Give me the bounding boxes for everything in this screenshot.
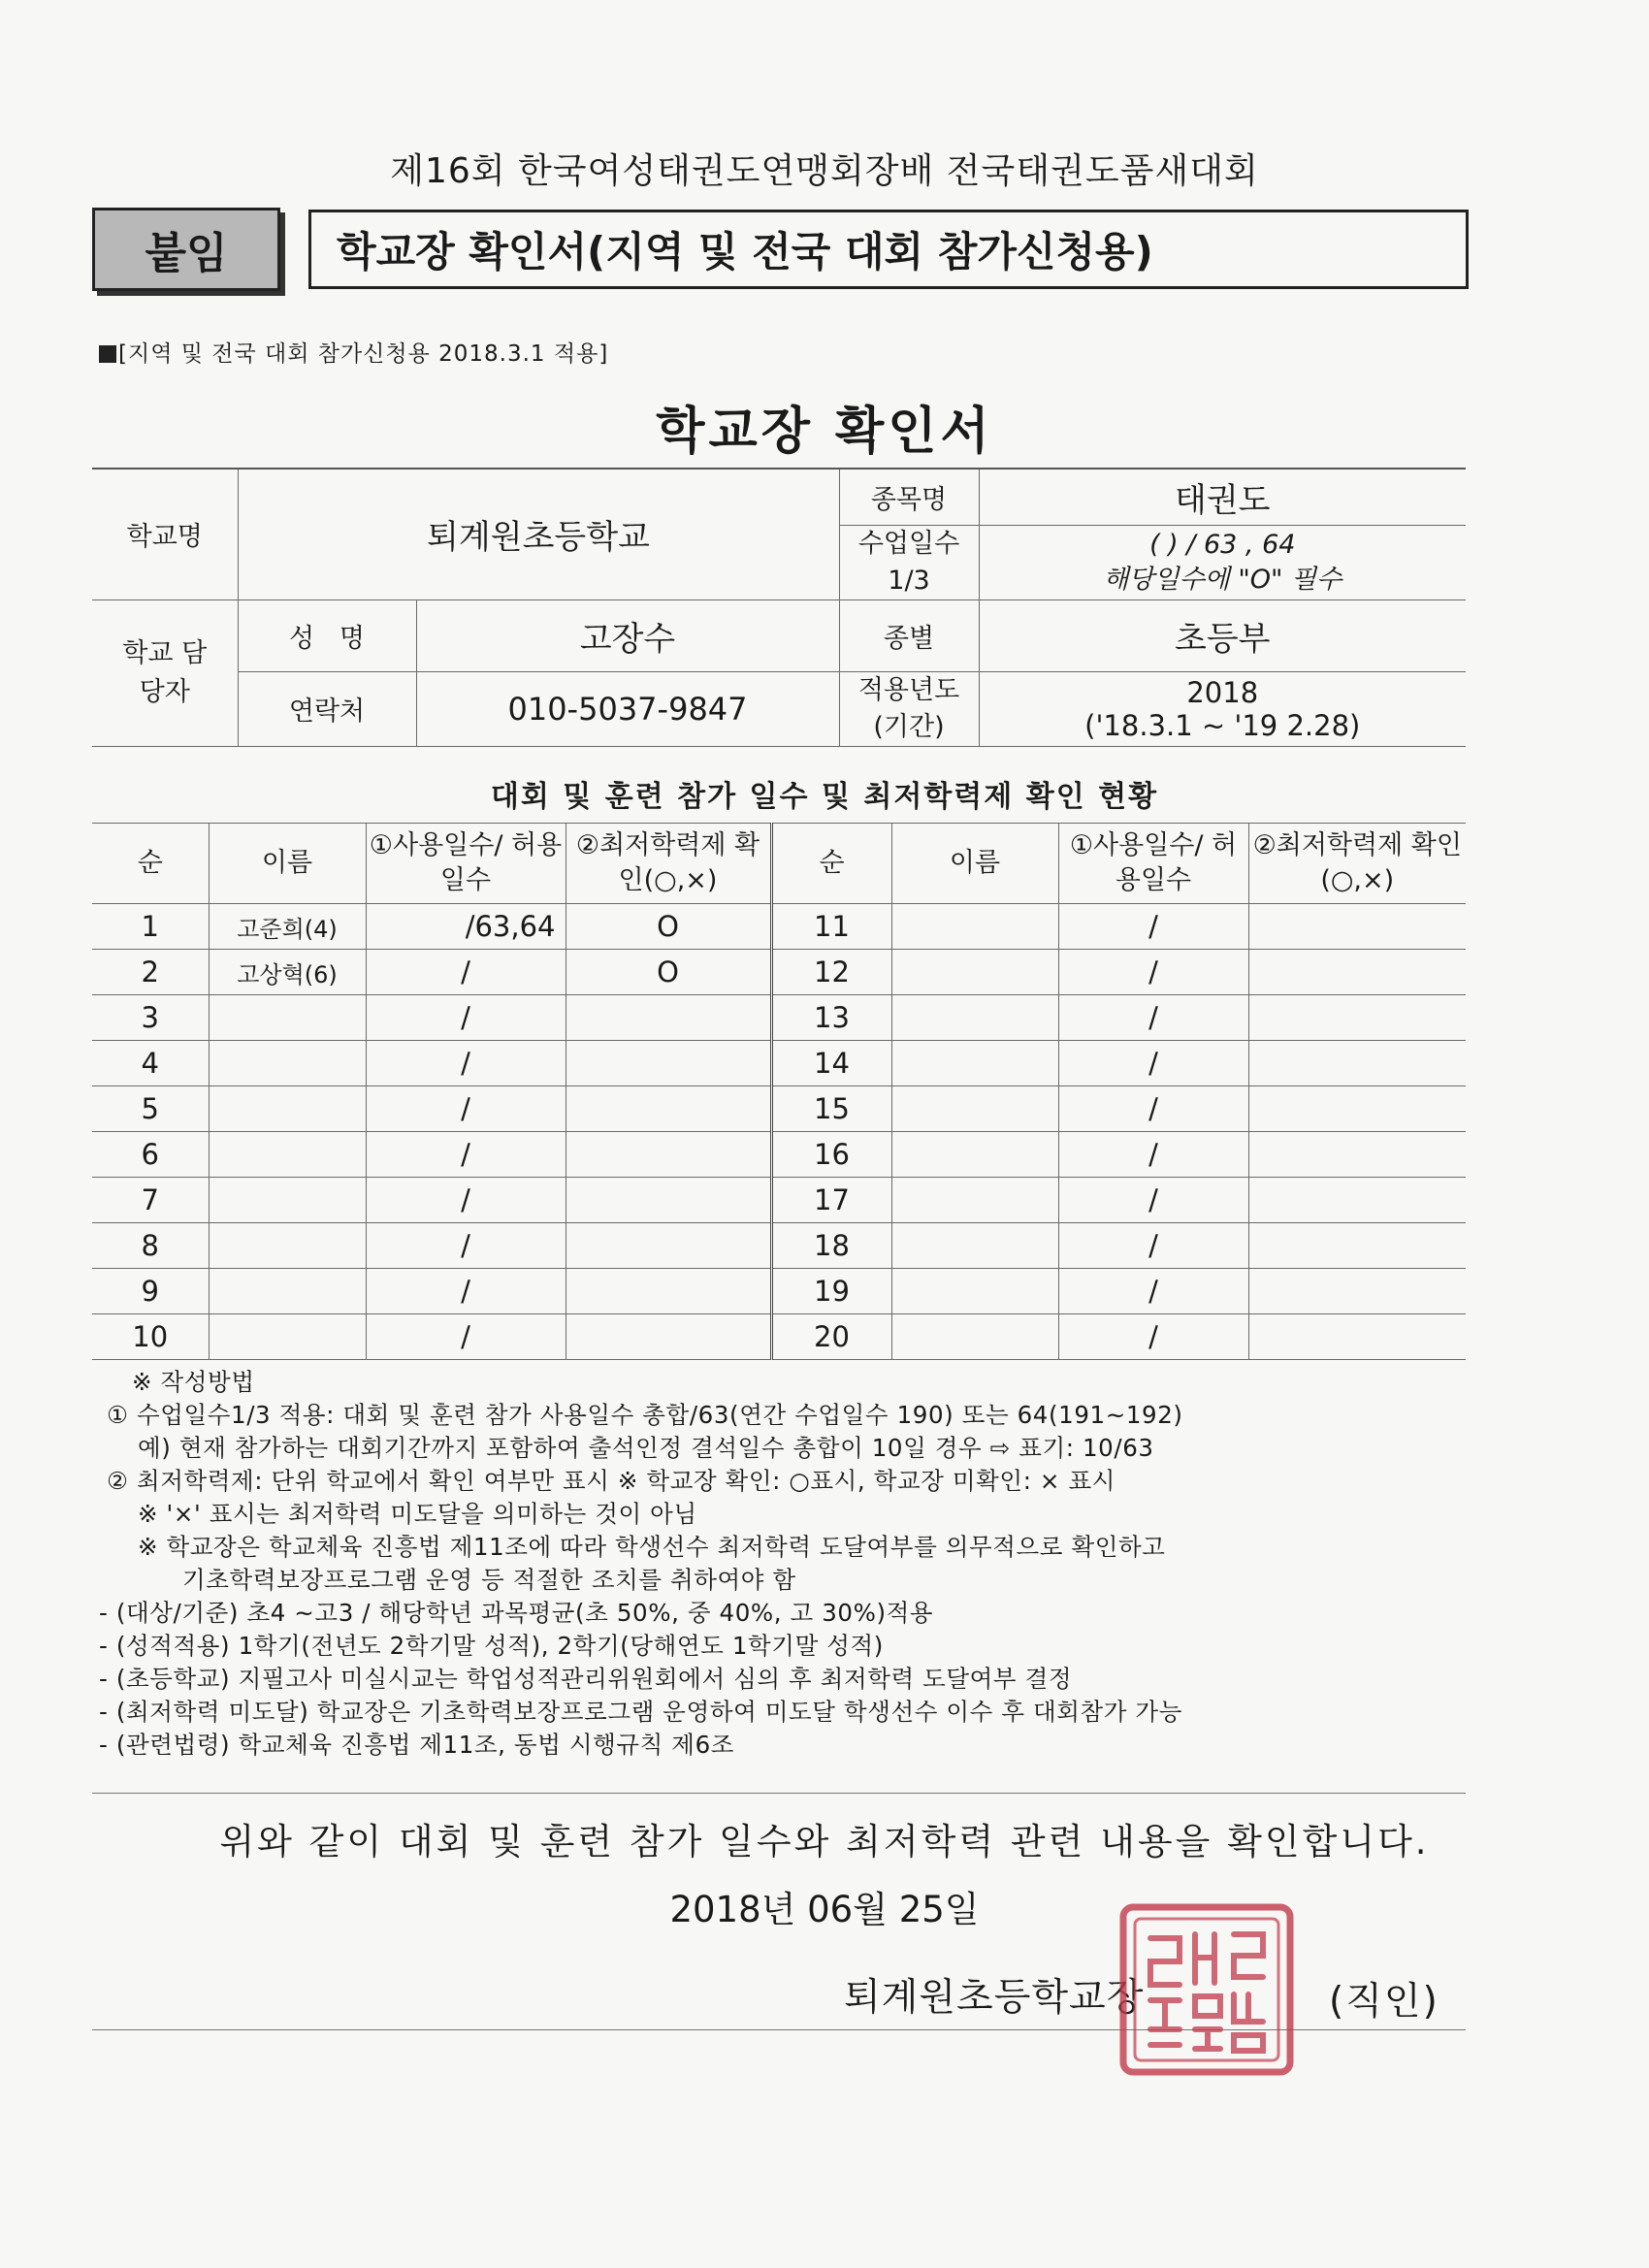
row-check: O	[566, 904, 771, 950]
divider	[92, 1793, 1466, 1794]
row-name	[209, 1086, 366, 1132]
info-table	[92, 468, 1466, 747]
note-line-3: ② 최저학력제: 단위 학교에서 확인 여부만 표시 ※ 학교장 확인: ○표시, 학교장 미확인: × 표시	[107, 1467, 1116, 1495]
class-days-label: 수업일수 1/3	[839, 525, 979, 599]
note-line-4: ※ '×' 표시는 최저학력 미도달을 의미하는 것이 아님	[138, 1500, 697, 1528]
table-row	[92, 1269, 1466, 1314]
seal-mark: (직인)	[1329, 1980, 1439, 2024]
document-title: 학교장 확인서(지역 및 전국 대회 참가신청용)	[308, 210, 1469, 289]
table-row	[92, 1223, 1466, 1269]
row-check	[1248, 1269, 1466, 1314]
row-name	[891, 1086, 1058, 1132]
row-days: /	[1058, 950, 1248, 995]
row-no: 14	[771, 1041, 891, 1086]
row-days: /	[366, 1269, 566, 1314]
school-label: 학교명	[92, 469, 238, 599]
row-days: /	[366, 1178, 566, 1223]
row-check	[1248, 1041, 1466, 1086]
row-days: /	[1058, 904, 1248, 950]
row-check	[566, 1314, 771, 1360]
row-days: /	[1058, 1086, 1248, 1132]
class-days-note: 해당일수에 "O" 필수	[1103, 564, 1342, 595]
row-name	[209, 1132, 366, 1178]
table-row	[92, 1132, 1466, 1178]
row-no: 17	[771, 1178, 891, 1223]
row-check	[1248, 1132, 1466, 1178]
row-check	[1248, 1223, 1466, 1269]
row-days: /	[1058, 1178, 1248, 1223]
row-days: /	[1058, 1041, 1248, 1086]
col-name-right: 이름	[891, 824, 1058, 904]
school-seal-stamp	[1116, 1899, 1298, 2080]
contact-value: 010-5037-9847	[416, 671, 839, 746]
notes-title: ※ 작성방법	[132, 1368, 255, 1396]
row-check: O	[566, 950, 771, 995]
table-row	[92, 904, 1466, 950]
col-no-right: 순	[771, 824, 891, 904]
square-bullet-icon	[99, 345, 116, 363]
row-check	[1248, 995, 1466, 1041]
year-cell	[979, 671, 1466, 746]
apply-note	[99, 336, 608, 368]
row-days: /	[1058, 1223, 1248, 1269]
row-check	[1248, 1178, 1466, 1223]
row-days: /	[1058, 1132, 1248, 1178]
col-check-left: ②최저학력제 확인(○,×)	[566, 824, 771, 904]
attachment-tag: 붙임	[92, 208, 280, 291]
row-name	[209, 1223, 366, 1269]
row-no: 10	[92, 1314, 209, 1360]
row-no: 11	[771, 904, 891, 950]
apply-note-text: [지역 및 전국 대회 참가신청용 2018.3.1 적용]	[118, 341, 609, 367]
row-no: 13	[771, 995, 891, 1041]
row-check	[1248, 1086, 1466, 1132]
row-check	[566, 1178, 771, 1223]
row-check	[566, 1132, 771, 1178]
row-no: 1	[92, 904, 209, 950]
row-check	[1248, 904, 1466, 950]
notes-section	[99, 1366, 1484, 1762]
row-no: 18	[771, 1223, 891, 1269]
note-line-5: ※ 학교장은 학교체육 진흥법 제11조에 따라 학생선수 최저학력 도달여부를 의무적으로 확인하고	[138, 1533, 1166, 1561]
note-line-2: 예) 현재 참가하는 대회기간까지 포함하여 출석인정 결석일수 총합이 10일 경우 ⇨ 표기: 10/63	[138, 1434, 1154, 1462]
sport-label: 종목명	[839, 469, 979, 525]
col-days-left: ①사용일수/ 허용일수	[366, 824, 566, 904]
row-no: 12	[771, 950, 891, 995]
row-check	[566, 995, 771, 1041]
note-line-7: - (대상/기준) 초4 ~고3 / 해당학년 과목평균(초 50%, 중 40%, 고 30%)적용	[99, 1599, 934, 1627]
row-name	[209, 1041, 366, 1086]
row-no: 15	[771, 1086, 891, 1132]
table-row	[92, 950, 1466, 995]
row-days: /	[1058, 1269, 1248, 1314]
row-name	[209, 1178, 366, 1223]
table-row	[92, 1041, 1466, 1086]
row-no: 6	[92, 1132, 209, 1178]
row-name	[891, 950, 1058, 995]
note-line-8: - (성적적용) 1학기(전년도 2학기말 성적), 2학기(당해연도 1학기말 성적)	[99, 1632, 884, 1660]
sport-value: 태권도	[979, 469, 1466, 525]
row-name: 고준희(4)	[209, 904, 366, 950]
col-no-left: 순	[92, 824, 209, 904]
class-days-cell	[979, 525, 1466, 599]
row-no: 9	[92, 1269, 209, 1314]
row-name	[891, 1223, 1058, 1269]
year-value: 2018	[1186, 675, 1259, 709]
name-label: 성 명	[238, 599, 416, 671]
main-title: 학교장 확인서	[656, 403, 993, 461]
row-days: /	[366, 1314, 566, 1360]
period-value: ('18.3.1 ~ '19 2.28)	[1084, 708, 1361, 742]
confirm-text: 위와 같이 대회 및 훈련 참가 일수와 최저학력 관련 내용을 확인합니다.	[219, 1821, 1430, 1863]
row-name	[209, 1269, 366, 1314]
staff-name: 고장수	[416, 599, 839, 671]
row-days: /	[1058, 995, 1248, 1041]
row-no: 3	[92, 995, 209, 1041]
row-check	[1248, 950, 1466, 995]
row-no: 16	[771, 1132, 891, 1178]
row-no: 8	[92, 1223, 209, 1269]
row-name	[891, 1178, 1058, 1223]
row-name	[891, 1132, 1058, 1178]
row-days: /	[366, 1132, 566, 1178]
table-row	[92, 1314, 1466, 1360]
row-days: /	[366, 1086, 566, 1132]
row-no: 4	[92, 1041, 209, 1086]
row-name	[891, 904, 1058, 950]
row-no: 20	[771, 1314, 891, 1360]
note-line-10: - (최저학력 미도달) 학교장은 기초학력보장프로그램 운영하여 미도달 학생선수 이수 후 대회참가 가능	[99, 1698, 1182, 1726]
attendance-body	[92, 904, 1466, 1360]
note-line-11: - (관련법령) 학교체육 진흥법 제11조, 동법 시행규칙 제6조	[99, 1731, 735, 1759]
row-check	[566, 1269, 771, 1314]
row-name	[891, 1314, 1058, 1360]
row-check	[1248, 1314, 1466, 1360]
confirm-date: 2018년 06월 25일	[669, 1889, 980, 1930]
contact-label: 연락처	[238, 671, 416, 746]
row-no: 19	[771, 1269, 891, 1314]
attendance-heading: 대회 및 훈련 참가 일수 및 최저학력제 확인 현황	[490, 780, 1159, 814]
row-days: /	[366, 1223, 566, 1269]
row-name	[891, 1269, 1058, 1314]
col-check-right: ②최저학력제 확인(○,×)	[1248, 824, 1466, 904]
row-no: 5	[92, 1086, 209, 1132]
note-line-9: - (초등학교) 지필고사 미실시교는 학업성적관리위원회에서 심의 후 최저학력 도달여부 결정	[99, 1665, 1073, 1693]
note-line-6: 기초학력보장프로그램 운영 등 적절한 조치를 취하여야 함	[182, 1566, 796, 1594]
row-check	[566, 1223, 771, 1269]
staff-label: 학교 담당자	[92, 599, 238, 746]
row-days: /63,64	[366, 904, 566, 950]
year-label: 적용년도 (기간)	[839, 671, 979, 746]
principal-name: 퇴계원초등학교장	[844, 1976, 1145, 2020]
row-days: /	[366, 995, 566, 1041]
table-row	[92, 995, 1466, 1041]
row-name: 고상혁(6)	[209, 950, 366, 995]
attendance-header-row	[92, 824, 1466, 904]
note-line-1: ① 수업일수1/3 적용: 대회 및 훈련 참가 사용일수 총합/63(연간 수업일수 190) 또는 64(191~192)	[107, 1401, 1183, 1429]
attendance-table	[92, 823, 1466, 1360]
col-days-right: ①사용일수/ 허용일수	[1058, 824, 1248, 904]
class-days-value: ( ) / 63 , 64	[1149, 529, 1296, 560]
division-label: 종별	[839, 599, 979, 671]
table-row	[92, 1178, 1466, 1223]
row-days: /	[366, 1041, 566, 1086]
row-check	[566, 1086, 771, 1132]
table-row	[92, 1086, 1466, 1132]
col-name-left: 이름	[209, 824, 366, 904]
row-check	[566, 1041, 771, 1086]
row-no: 7	[92, 1178, 209, 1223]
event-title: 제16회 한국여성태권도연맹회장배 전국태권도품새대회	[390, 151, 1259, 191]
row-days: /	[366, 950, 566, 995]
row-no: 2	[92, 950, 209, 995]
row-name	[891, 995, 1058, 1041]
division-value: 초등부	[979, 599, 1466, 671]
row-days: /	[1058, 1314, 1248, 1360]
school-name: 퇴계원초등학교	[238, 469, 839, 599]
row-name	[209, 1314, 366, 1360]
row-name	[891, 1041, 1058, 1086]
row-name	[209, 995, 366, 1041]
